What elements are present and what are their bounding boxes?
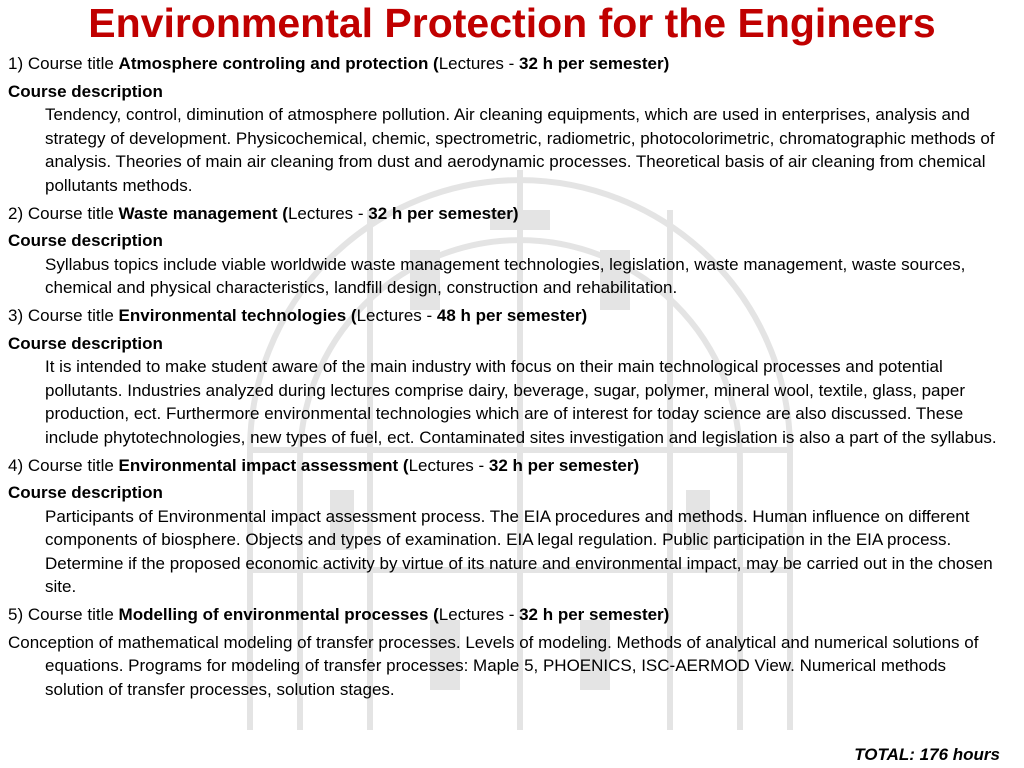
course-hours: 32 h per semester) bbox=[519, 54, 670, 73]
lectures-label: Lectures - bbox=[438, 54, 520, 73]
course-description: Participants of Environmental impact assessment process. The EIA procedures and methods. Human influence on different components of biosphere. Objects and types of examination. EIA legal regulation. Public participation in the EIA process. Determine if the proposed economic activity by virtue of its nature and environmental impact, may be carried out in the chosen site. bbox=[45, 506, 993, 597]
lectures-label: Lectures - bbox=[438, 605, 520, 625]
course-description: Syllabus topics include viable worldwide waste management technologies, legislation, waste management, waste sources, chemical and physical characteristics, landfill design, construction and rehabilitation. bbox=[45, 254, 966, 298]
course-name: Environmental technologies ( bbox=[118, 305, 357, 325]
course-description: Tendency, control, diminution of atmosphere pollution. Air cleaning equipments, which are used in enterprises, analysis and strategy of development. Physicochemical, chemic, spectrometric, radiometric, photocolorimetric, chromatographic methods of analysis. Theories of main air cleaning from dust and aerodynamic processes. Theoretical basis of air cleaning from chemical pollutants methods. bbox=[45, 105, 995, 195]
course-description: It is intended to make student aware of the main industry with focus on their main technological processes and potential pollutants. Industries analyzed during lectures comprise dairy, beverage, sugar, polymer, mineral wool, textile, glass, paper production, ect. Furthermore environmental technologies which are of interest for today science are also discussed. These include phytotechnologies, new types of fuel, ect. Contaminated sites investigation and legislation is also a part of the syllabus. bbox=[45, 357, 997, 447]
total-hours: TOTAL: 176 hours bbox=[854, 745, 1000, 764]
course-title-prefix: 4) Course title bbox=[8, 455, 119, 475]
course-list bbox=[8, 52, 1008, 701]
page-title: Environmental Protection for the Engineers bbox=[88, 0, 936, 46]
course-name: Waste management ( bbox=[118, 203, 288, 223]
course-title-line bbox=[8, 454, 1008, 478]
course-title-prefix: 3) Course title bbox=[8, 305, 119, 325]
course-description: Conception of mathematical modeling of transfer processes. Levels of modeling. Methods of analytical and numerical solutions of equations. Programs for modeling of transfer processes: Maple 5, PHOENICS, ISC-AERMOD View. Numerical methods solution of transfer processes, solution stages. bbox=[8, 632, 979, 699]
lectures-label: Lectures - bbox=[356, 305, 437, 325]
course-hours: 48 h per semester) bbox=[436, 305, 588, 325]
lectures-label: Lectures - bbox=[408, 455, 489, 475]
course-title-line bbox=[8, 52, 1008, 76]
course-title-line bbox=[8, 202, 1008, 226]
course-hours: 32 h per semester) bbox=[368, 203, 519, 223]
course-name: Environmental impact assessment ( bbox=[118, 455, 409, 475]
course-title-prefix: 2) Course title bbox=[8, 203, 119, 223]
course-description-heading: Course description bbox=[8, 81, 163, 101]
course-title-prefix: 1) Course title bbox=[8, 54, 119, 73]
course-title-line bbox=[8, 603, 1008, 627]
course-description-heading: Course description bbox=[8, 231, 163, 251]
course-title-line bbox=[8, 304, 1008, 328]
course-title-prefix: 5) Course title bbox=[8, 605, 119, 625]
lectures-label: Lectures - bbox=[287, 203, 369, 223]
course-name: Atmosphere controling and protection ( bbox=[118, 54, 439, 73]
course-description-heading: Course description bbox=[8, 483, 163, 503]
course-description-heading: Course description bbox=[8, 333, 163, 353]
course-hours: 32 h per semester) bbox=[519, 605, 670, 625]
course-name: Modelling of environmental processes ( bbox=[118, 605, 439, 625]
course-hours: 32 h per semester) bbox=[488, 455, 640, 475]
